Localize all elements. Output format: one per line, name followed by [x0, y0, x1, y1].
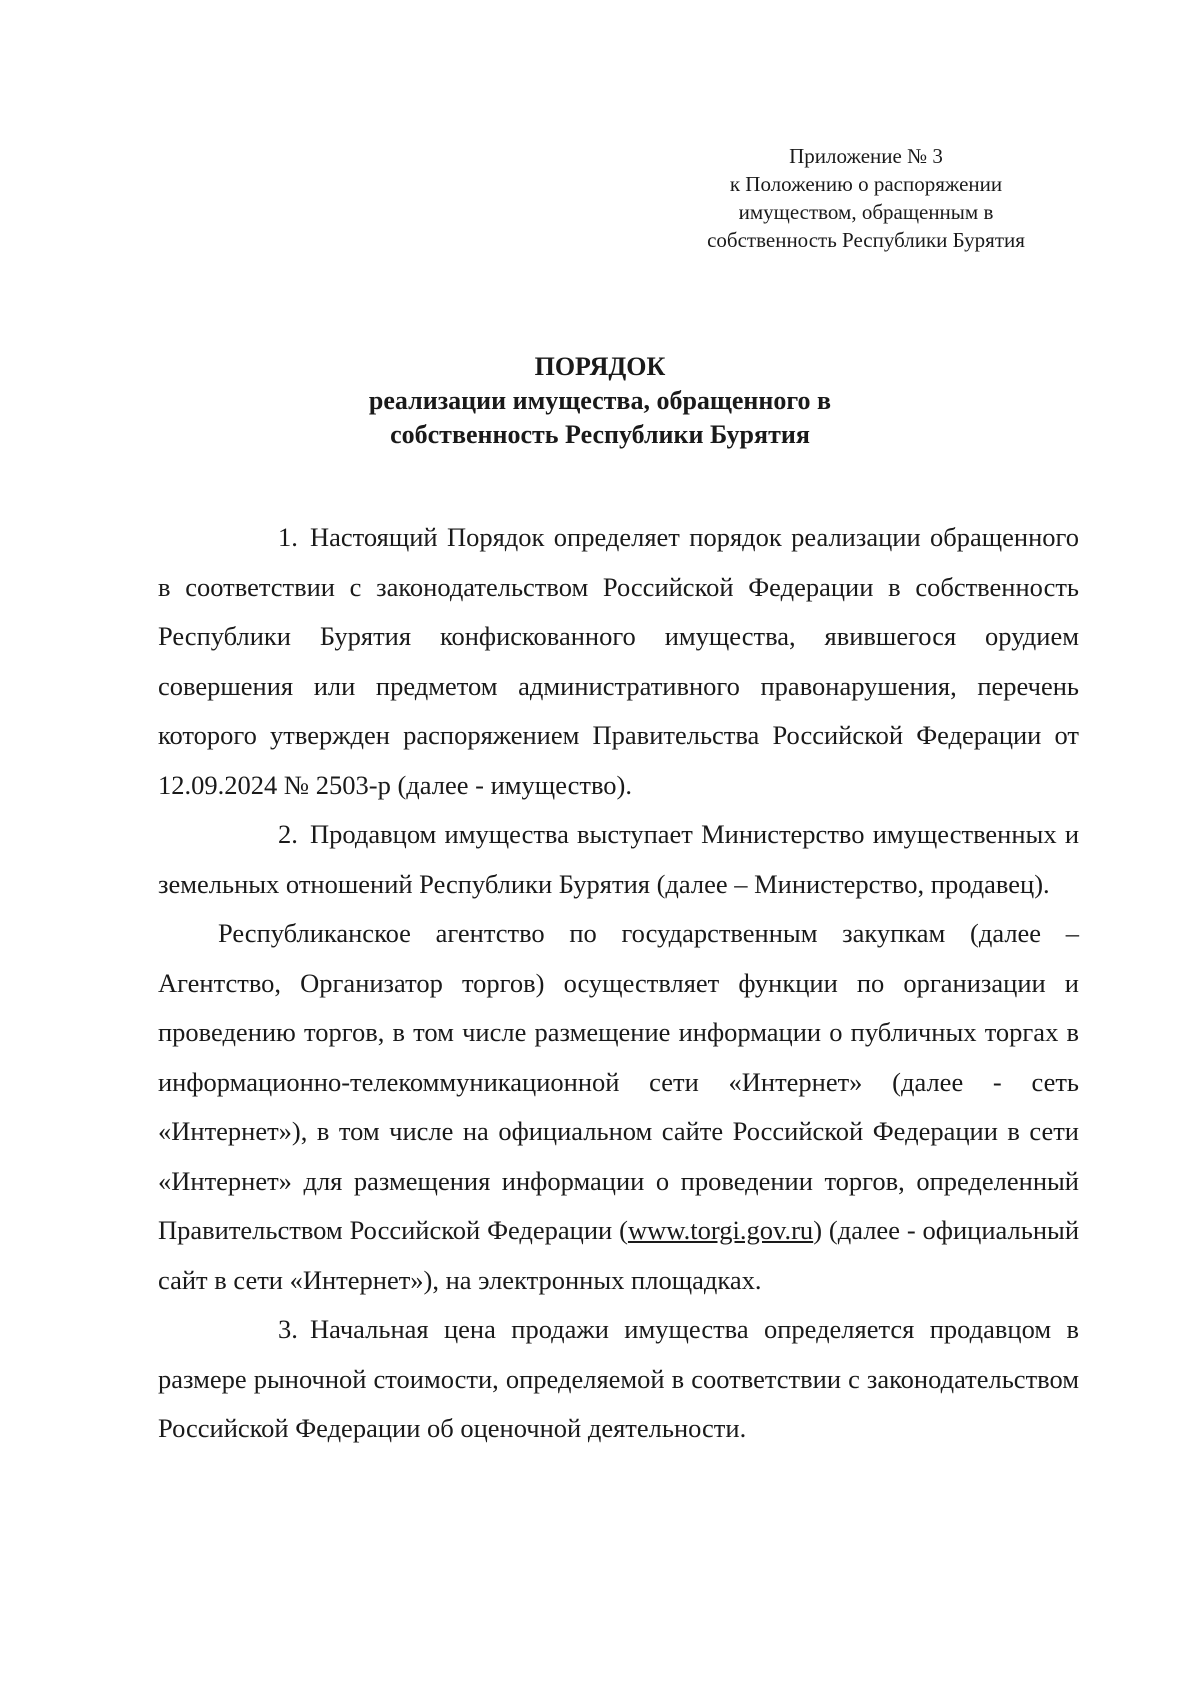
appendix-line-1: Приложение № 3: [789, 144, 943, 168]
document-body: [158, 513, 1079, 1454]
paragraph-2b: [158, 909, 1079, 1305]
appendix-line-2: к Положению о распоряжении: [729, 172, 1003, 196]
paragraph-1-text: Настоящий Порядок определяет порядок реализации обращенного в соответствии с законодательством Российской Федерации в собственность Республики Бурятия конфискованного имущества, явившегося орудием совершения или предметом административного правонарушения, перечень которого утвержден распоряжением Правительства Российской Федерации от 12.09.2024 № 2503-р (далее - имущество).: [158, 522, 1079, 800]
document-title: [0, 350, 1200, 452]
appendix-line-3: имуществом, обращенным в: [738, 200, 994, 224]
torgi-link[interactable]: www.torgi.gov.ru: [627, 1215, 814, 1245]
paragraph-1: [158, 513, 1079, 810]
paragraph-2-number: 2.: [278, 819, 298, 849]
title-subtitle-line-2: собственность Республики Бурятия: [390, 420, 810, 449]
paragraph-3-number: 3.: [278, 1314, 298, 1344]
paragraph-1-number: 1.: [278, 522, 298, 552]
appendix-header: [656, 142, 1076, 254]
paragraph-2b-text-after-link: ) (далее - официальный сайт в сети «Интернет»), на электронных площадках.: [158, 1215, 1079, 1295]
paragraph-3-text: Начальная цена продажи имущества определяется продавцом в размере рыночной стоимости, определяемой в соответствии с законодательством Российской Федерации об оценочной деятельности.: [158, 1314, 1079, 1443]
title-heading: ПОРЯДОК: [534, 352, 666, 381]
appendix-line-4: собственность Республики Бурятия: [707, 228, 1025, 252]
paragraph-2-text: Продавцом имущества выступает Министерство имущественных и земельных отношений Республики Бурятия (далее – Министерство, продавец).: [158, 819, 1079, 899]
paragraph-2: [158, 810, 1079, 909]
paragraph-2b-text-before-link: Республиканское агентство по государственным закупкам (далее – Агентство, Организатор торгов) осуществляет функции по организации и проведению торгов, в том числе размещение информации о публичных торгах в информационно-телекоммуникационной сети «Интернет» (далее - сеть «Интернет»), в том числе на официальном сайте Российской Федерации в сети «Интернет» для размещения информации о проведении торгов, определенный Правительством Российской Федерации (: [158, 918, 1079, 1245]
title-subtitle-line-1: реализации имущества, обращенного в: [368, 386, 832, 415]
paragraph-3: [158, 1305, 1079, 1454]
